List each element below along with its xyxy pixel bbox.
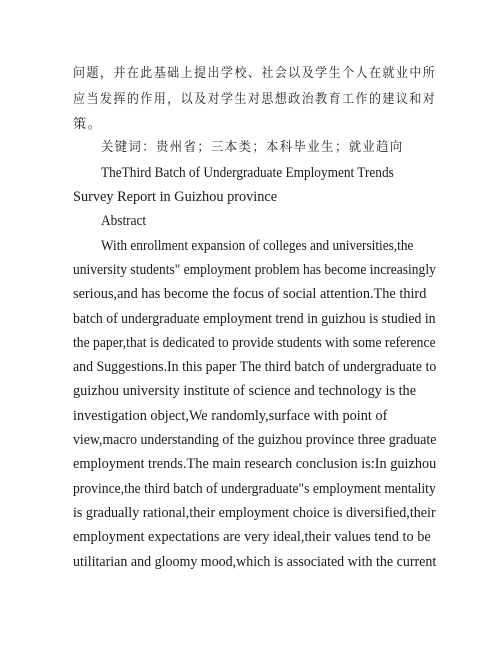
chinese-abstract-line-3: 策。 [73, 117, 103, 132]
abstract-line: university students" employment problem has become increasingly [73, 262, 436, 278]
abstract-line: utilitarian and gloomy mood,which is associated with the current [73, 554, 437, 570]
abstract-line: batch of undergraduate employment trend in guizhou is studied in [73, 311, 436, 327]
abstract-line: guizhou university institute of science and technology is the [73, 383, 417, 399]
abstract-heading: Abstract [101, 213, 147, 229]
abstract-line: is gradually rational,their employment choice is diversified,their [73, 505, 436, 521]
abstract-line: With enrollment expansion of colleges and universities,the [101, 238, 414, 254]
abstract-line: and Suggestions.In this paper The third batch of undergraduate to [73, 359, 437, 375]
abstract-line: province,the third batch of undergraduate"s employment mentality [73, 481, 436, 497]
english-title-line-2: Survey Report in Guizhou province [73, 189, 278, 205]
english-title-line-1: TheThird Batch of Undergraduate Employment Trends [101, 165, 394, 181]
keywords-line: 关键词：贵州省；三本类；本科毕业生；就业趋向 [101, 140, 404, 155]
abstract-line: investigation object,We randomly,surface with point of [73, 408, 388, 424]
abstract-line: employment expectations are very ideal,their values tend to be [73, 529, 431, 545]
abstract-line: employment trends.The main research conclusion is:In guizhou [73, 456, 437, 472]
chinese-abstract-line-1: 问题，并在此基础上提出学校、社会以及学生个人在就业中所 [73, 66, 437, 81]
abstract-line: serious,and has become the focus of social attention.The third [73, 286, 427, 302]
abstract-line: view,macro understanding of the guizhou province three graduate [73, 432, 437, 448]
chinese-abstract-line-2: 应当发挥的作用，以及对学生对思想政治教育工作的建议和对 [73, 92, 437, 107]
abstract-line: the paper,that is dedicated to provide students with some reference [73, 335, 436, 351]
